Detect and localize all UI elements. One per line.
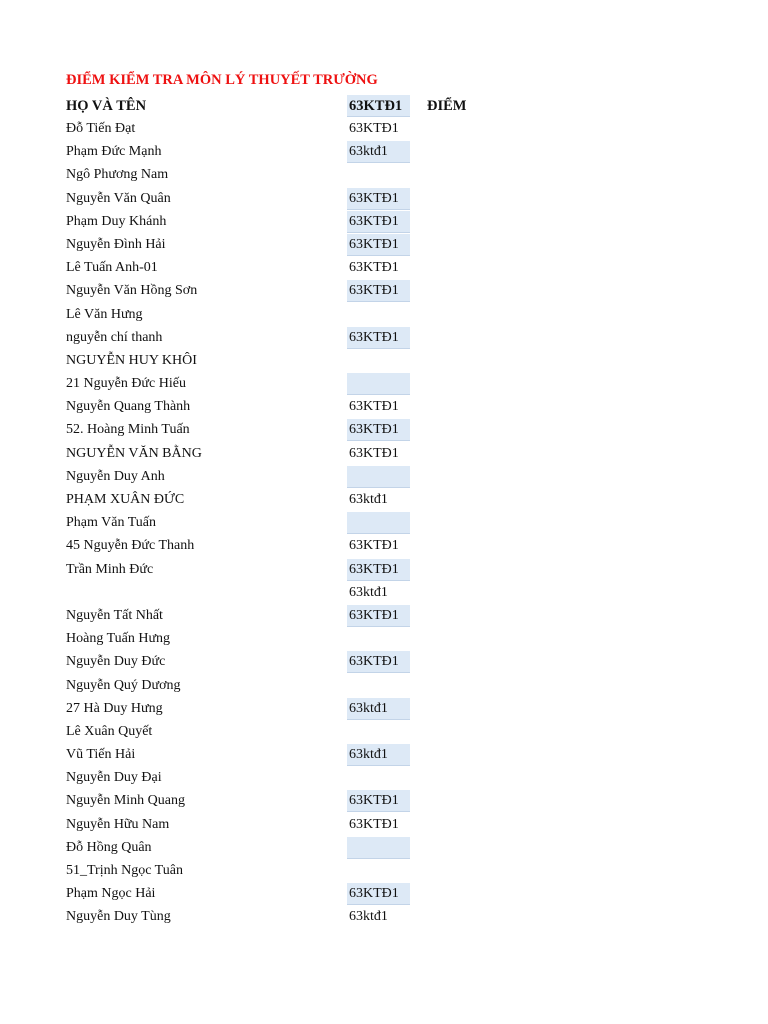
student-name-cell[interactable]: Nguyễn Hữu Nam xyxy=(66,816,170,832)
class-cell[interactable]: 63ktđ1 xyxy=(347,744,410,766)
table-row xyxy=(0,396,768,419)
student-name-cell[interactable]: Lê Văn Hưng xyxy=(66,306,143,322)
class-cell[interactable] xyxy=(347,837,410,859)
score-cell[interactable] xyxy=(427,350,487,372)
sheet-title: ĐIỂM KIỂM TRA MÔN LÝ THUYẾT TRƯỜNG xyxy=(66,72,378,88)
student-name-cell[interactable]: Phạm Đức Mạnh xyxy=(66,144,162,160)
score-cell[interactable] xyxy=(427,790,487,812)
class-cell[interactable]: 63KTĐ1 xyxy=(347,651,410,673)
student-name-cell[interactable]: Nguyễn Quang Thành xyxy=(66,399,191,415)
class-cell[interactable]: 63KTĐ1 xyxy=(349,538,399,554)
table-row xyxy=(0,883,768,906)
score-cell[interactable] xyxy=(427,234,487,256)
student-name-cell[interactable]: NGUYỄN HUY KHÔI xyxy=(66,352,197,368)
student-name-cell[interactable]: Vũ Tiến Hải xyxy=(66,747,136,763)
class-cell[interactable]: 63KTĐ1 xyxy=(347,280,410,302)
table-row xyxy=(0,790,768,813)
student-name-cell[interactable]: 51_Trịnh Ngọc Tuân xyxy=(66,863,183,878)
class-cell[interactable]: 63KTĐ1 xyxy=(349,816,399,832)
table-row xyxy=(0,814,768,837)
score-cell[interactable] xyxy=(427,698,487,720)
class-cell[interactable]: 63ktđ1 xyxy=(349,584,388,600)
table-row xyxy=(0,906,768,929)
class-cell[interactable]: 63KTĐ1 xyxy=(349,399,399,415)
score-cell[interactable] xyxy=(427,188,487,210)
score-cell[interactable] xyxy=(427,906,487,928)
table-row xyxy=(0,582,768,605)
table-row xyxy=(0,675,768,698)
score-cell[interactable] xyxy=(427,164,487,186)
table-row xyxy=(0,350,768,373)
table-row xyxy=(0,767,768,790)
score-cell[interactable] xyxy=(427,280,487,302)
student-name-cell[interactable]: Nguyễn Tất Nhất xyxy=(66,607,163,623)
student-name-cell[interactable]: Nguyễn Duy Anh xyxy=(66,468,165,484)
class-cell[interactable]: 63KTĐ1 xyxy=(347,327,410,349)
class-cell[interactable]: 63ktđ1 xyxy=(349,909,388,925)
student-name-cell[interactable]: Nguyễn Văn Quân xyxy=(66,190,171,206)
student-name-cell[interactable]: 52. Hoàng Minh Tuấn xyxy=(66,422,190,438)
score-cell[interactable] xyxy=(427,744,487,766)
score-cell[interactable] xyxy=(427,327,487,349)
class-cell[interactable]: 63KTĐ1 xyxy=(349,445,399,461)
table-row xyxy=(0,489,768,512)
table-row xyxy=(0,837,768,860)
table-row xyxy=(0,860,768,883)
student-name-cell[interactable]: Lê Tuấn Anh-01 xyxy=(66,260,158,276)
table-row xyxy=(0,327,768,350)
student-name-cell[interactable]: Phạm Duy Khánh xyxy=(66,213,167,229)
table-row xyxy=(0,628,768,651)
score-cell[interactable] xyxy=(427,860,487,882)
class-cell[interactable]: 63ktđ1 xyxy=(347,141,410,163)
score-cell[interactable] xyxy=(427,582,487,604)
student-name-cell[interactable]: Đỗ Hồng Quân xyxy=(66,839,152,855)
class-cell[interactable] xyxy=(347,373,410,395)
class-cell[interactable] xyxy=(347,628,410,650)
table-row xyxy=(0,211,768,234)
score-cell[interactable] xyxy=(427,141,487,163)
class-cell[interactable] xyxy=(347,466,410,488)
student-name-cell[interactable]: Nguyễn Quý Dương xyxy=(66,677,181,693)
table-row xyxy=(0,280,768,303)
table-row xyxy=(0,188,768,211)
student-name-cell[interactable]: 21 Nguyễn Đức Hiếu xyxy=(66,376,186,392)
student-name-cell[interactable]: Nguyễn Duy Đức xyxy=(66,654,166,670)
student-name-cell[interactable]: Trần Minh Đức xyxy=(66,561,154,577)
table-row xyxy=(0,559,768,582)
class-cell[interactable]: 63ktđ1 xyxy=(349,492,388,507)
student-name-cell[interactable]: nguyễn chí thanh xyxy=(66,329,163,345)
table-row xyxy=(0,234,768,257)
score-cell[interactable] xyxy=(427,883,487,905)
table-row xyxy=(0,698,768,721)
table-row xyxy=(0,257,768,280)
class-cell[interactable]: 63KTĐ1 xyxy=(349,260,399,276)
student-name-cell[interactable]: Lê Xuân Quyết xyxy=(66,723,153,739)
score-cell[interactable] xyxy=(427,396,487,418)
score-cell[interactable] xyxy=(427,535,487,557)
student-name-cell[interactable]: 27 Hà Duy Hưng xyxy=(66,700,163,716)
table-row xyxy=(0,651,768,674)
class-cell[interactable] xyxy=(347,767,410,789)
table-row xyxy=(0,419,768,442)
student-name-cell[interactable]: Nguyễn Đình Hải xyxy=(66,236,166,252)
class-cell[interactable] xyxy=(347,350,410,372)
class-cell[interactable] xyxy=(347,512,410,534)
table-row xyxy=(0,118,768,141)
score-cell[interactable] xyxy=(427,675,487,697)
student-name-cell[interactable]: Phạm Văn Tuấn xyxy=(66,515,156,531)
class-cell[interactable]: 63KTĐ1 xyxy=(347,419,410,441)
student-name-cell[interactable]: Nguyễn Duy Tùng xyxy=(66,909,171,925)
score-cell[interactable] xyxy=(427,837,487,859)
class-cell[interactable] xyxy=(347,675,410,697)
score-cell[interactable] xyxy=(427,628,487,650)
score-cell[interactable] xyxy=(427,489,487,511)
table-row xyxy=(0,164,768,187)
score-cell[interactable] xyxy=(427,419,487,441)
class-cell[interactable] xyxy=(347,721,410,743)
student-name-cell[interactable]: Hoàng Tuấn Hưng xyxy=(66,631,171,647)
class-cell[interactable] xyxy=(347,860,410,882)
class-cell[interactable]: 63KTĐ1 xyxy=(347,188,410,210)
student-name-cell[interactable]: NGUYỄN VĂN BẰNG xyxy=(66,445,202,461)
table-row xyxy=(0,535,768,558)
student-name-cell[interactable]: Phạm Ngọc Hải xyxy=(66,886,156,902)
score-cell[interactable] xyxy=(427,118,487,140)
table-row xyxy=(0,721,768,744)
score-cell[interactable] xyxy=(427,721,487,743)
header-name[interactable]: HỌ VÀ TÊN xyxy=(66,98,147,114)
class-cell[interactable]: 63KTĐ1 xyxy=(347,234,410,256)
table-row xyxy=(0,373,768,396)
class-cell[interactable]: 63KTĐ1 xyxy=(347,790,410,812)
class-cell[interactable]: 63KTĐ1 xyxy=(349,121,399,136)
student-table xyxy=(0,118,768,930)
header-class[interactable]: 63KTĐ1 xyxy=(347,95,410,117)
table-row xyxy=(0,512,768,535)
score-cell[interactable] xyxy=(427,466,487,488)
class-cell[interactable]: 63KTĐ1 xyxy=(347,605,410,627)
student-name-cell[interactable]: Nguyễn Văn Hồng Sơn xyxy=(66,283,198,299)
table-row xyxy=(0,605,768,628)
score-cell[interactable] xyxy=(427,443,487,465)
table-row xyxy=(0,443,768,466)
table-row xyxy=(0,744,768,767)
class-cell[interactable] xyxy=(347,304,410,326)
student-name-cell[interactable]: PHẠM XUÂN ĐỨC xyxy=(66,492,185,507)
student-name-cell[interactable]: Ngô Phương Nam xyxy=(66,167,169,183)
score-cell[interactable] xyxy=(427,767,487,789)
student-name-cell[interactable]: Đỗ Tiến Đạt xyxy=(66,121,136,136)
class-cell[interactable]: 63ktđ1 xyxy=(347,698,410,720)
score-cell[interactable] xyxy=(427,211,487,233)
score-cell[interactable] xyxy=(427,605,487,627)
class-cell[interactable] xyxy=(347,164,410,186)
class-cell[interactable]: 63KTĐ1 xyxy=(347,211,410,233)
student-name-cell[interactable]: 45 Nguyễn Đức Thanh xyxy=(66,538,195,554)
score-cell[interactable] xyxy=(427,257,487,279)
score-cell[interactable] xyxy=(427,512,487,534)
score-cell[interactable] xyxy=(427,373,487,395)
table-row xyxy=(0,466,768,489)
table-row xyxy=(0,304,768,327)
score-cell[interactable] xyxy=(427,559,487,581)
student-name-cell[interactable]: Nguyễn Minh Quang xyxy=(66,793,185,809)
student-name-cell[interactable]: Nguyễn Duy Đại xyxy=(66,770,162,786)
class-cell[interactable]: 63KTĐ1 xyxy=(347,883,410,905)
score-cell[interactable] xyxy=(427,651,487,673)
table-row xyxy=(0,141,768,164)
class-cell[interactable]: 63KTĐ1 xyxy=(347,559,410,581)
score-cell[interactable] xyxy=(427,304,487,326)
header-score[interactable]: ĐIỂM xyxy=(427,98,467,114)
score-cell[interactable] xyxy=(427,814,487,836)
